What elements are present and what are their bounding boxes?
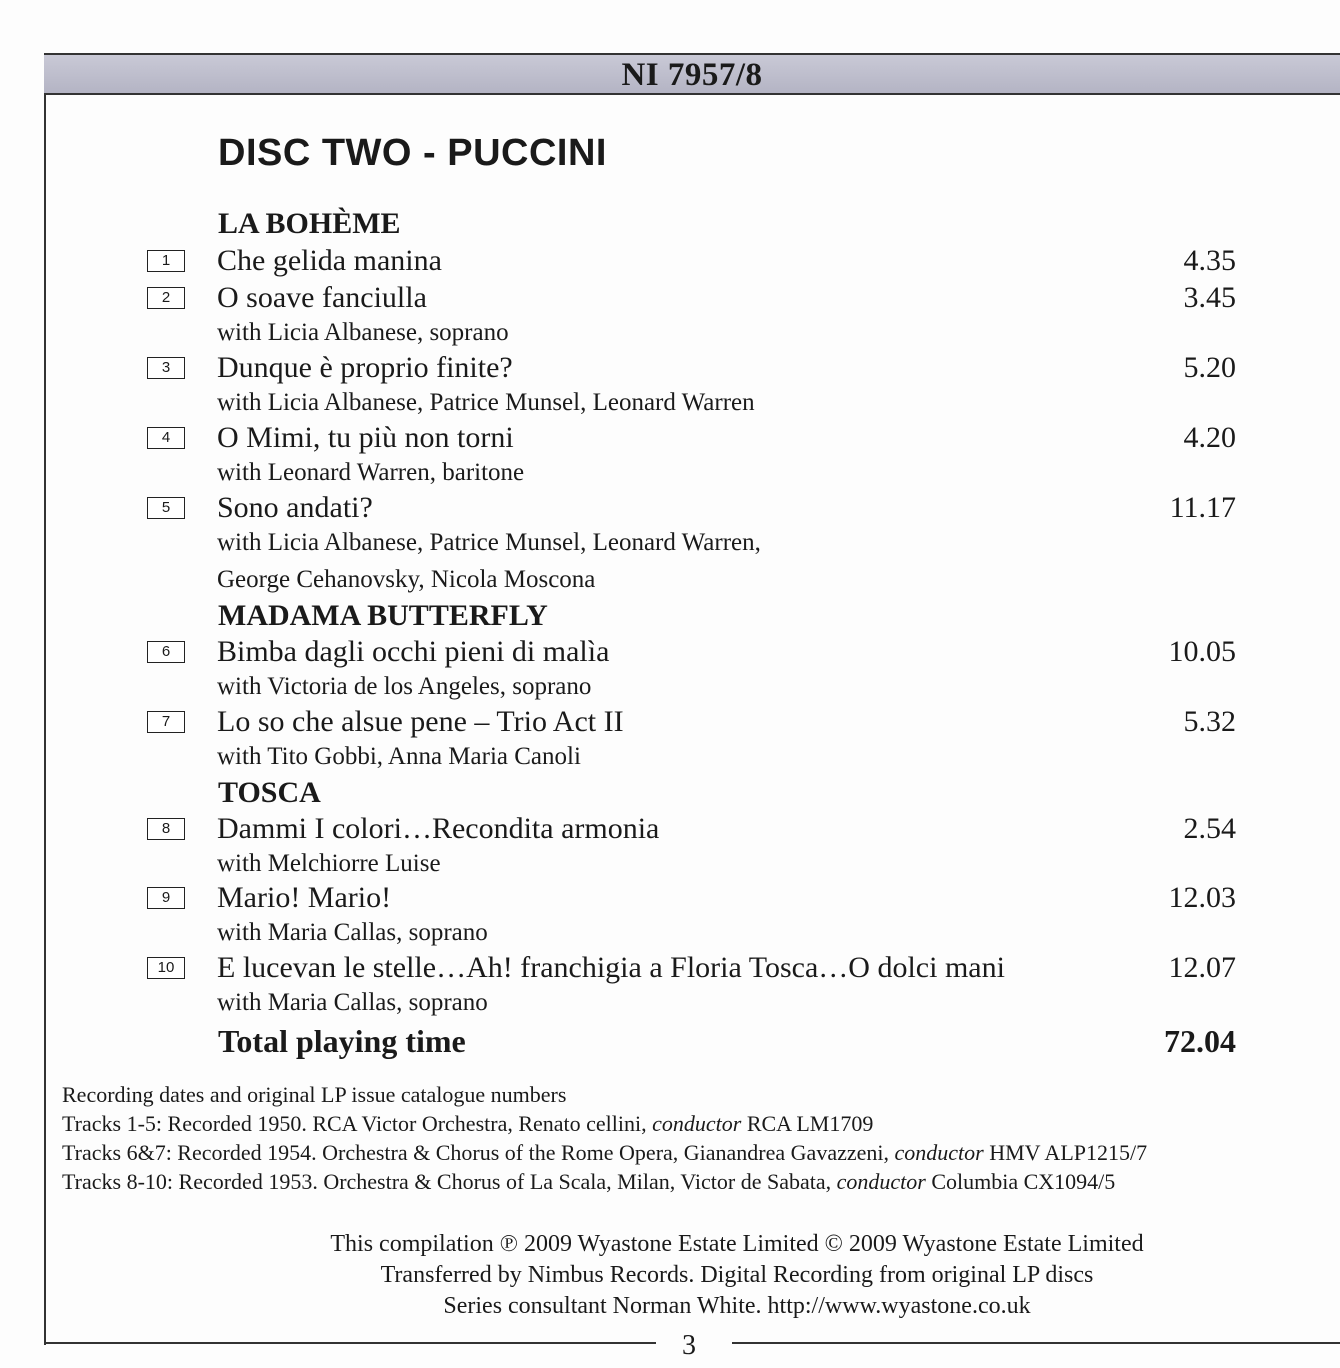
- track-performers: with Licia Albanese, soprano: [217, 319, 509, 346]
- total-playing-time-label: Total playing time: [218, 1023, 466, 1059]
- track-title: E lucevan le stelle…Ah! franchigia a Floria Tosca…O dolci mani: [217, 951, 1005, 984]
- track-number-box: 3: [147, 357, 185, 379]
- track-duration: 12.03: [1168, 881, 1236, 914]
- track-performers: with Maria Callas, soprano: [217, 989, 488, 1016]
- track-number-box: 10: [147, 957, 185, 979]
- track-performers: with Licia Albanese, Patrice Munsel, Leonard Warren,: [217, 529, 761, 556]
- track-title: Dammi I colori…Recondita armonia: [217, 812, 660, 845]
- total-playing-time-value: 72.04: [1164, 1023, 1236, 1059]
- track-performers: with Victoria de los Angeles, soprano: [217, 673, 592, 700]
- track-number-box: 8: [147, 818, 185, 840]
- track-title: O soave fanciulla: [217, 281, 427, 314]
- track-number-box: 2: [147, 287, 185, 309]
- track-performers: with Melchiorre Luise: [217, 850, 441, 877]
- credit-line-copyright: This compilation ℗ 2009 Wyastone Estate Limited © 2009 Wyastone Estate Limited: [330, 1231, 1144, 1257]
- track-title: O Mimi, tu più non torni: [217, 421, 514, 454]
- track-duration: 5.20: [1183, 351, 1236, 384]
- disc-title: DISC TWO - PUCCINI: [218, 132, 607, 174]
- frame-border-left: [44, 53, 46, 1345]
- track-duration: 4.35: [1183, 244, 1236, 277]
- recording-note-role: conductor: [894, 1140, 984, 1165]
- track-performers: with Tito Gobbi, Anna Maria Canoli: [217, 743, 581, 770]
- opera-heading-madama-butterfly: MADAMA BUTTERFLY: [218, 599, 548, 632]
- track-duration: 5.32: [1183, 705, 1236, 738]
- recording-note-text: Tracks 6&7: Recorded 1954. Orchestra & Chorus of the Rome Opera, Gianandrea Gavazzeni,: [62, 1140, 889, 1165]
- track-title: Dunque è proprio finite?: [217, 351, 513, 384]
- catalogue-number: NI 7957/8: [621, 57, 763, 93]
- track-duration: 11.17: [1169, 491, 1236, 524]
- opera-heading-la-boheme: LA BOHÈME: [218, 207, 401, 240]
- page-number: 3: [682, 1330, 696, 1361]
- recording-note-line: [62, 1169, 1115, 1195]
- recording-note-role: conductor: [652, 1111, 742, 1136]
- recording-note-role: conductor: [836, 1169, 926, 1194]
- track-number-box: 1: [147, 250, 185, 272]
- recording-note-catalogue: Columbia CX1094/5: [931, 1169, 1116, 1194]
- track-title: Mario! Mario!: [217, 881, 392, 914]
- recording-note-catalogue: RCA LM1709: [746, 1111, 874, 1136]
- track-duration: 3.45: [1183, 281, 1236, 314]
- recording-note-line: [62, 1140, 1147, 1166]
- bottom-rule-right: [732, 1342, 1340, 1344]
- track-performers: with Leonard Warren, baritone: [217, 459, 525, 486]
- recording-note-text: Tracks 1-5: Recorded 1950. RCA Victor Orchestra, Renato cellini,: [62, 1111, 647, 1136]
- recording-note-catalogue: HMV ALP1215/7: [989, 1140, 1148, 1165]
- track-number-box: 9: [147, 887, 185, 909]
- recording-note-text: Tracks 8-10: Recorded 1953. Orchestra & Chorus of La Scala, Milan, Victor de Sabata,: [62, 1169, 832, 1194]
- credit-line-transfer: Transferred by Nimbus Records. Digital Recording from original LP discs: [380, 1262, 1094, 1288]
- track-number-box: 6: [147, 641, 185, 663]
- bottom-rule-left: [44, 1342, 656, 1344]
- credit-line-consultant: Series consultant Norman White. http://www.wyastone.co.uk: [443, 1293, 1031, 1319]
- track-duration: 2.54: [1183, 812, 1236, 845]
- track-duration: 4.20: [1183, 421, 1236, 454]
- track-duration: 12.07: [1168, 951, 1236, 984]
- opera-heading-tosca: TOSCA: [218, 776, 321, 809]
- track-performers: with Maria Callas, soprano: [217, 919, 488, 946]
- track-number-box: 4: [147, 427, 185, 449]
- track-title: Bimba dagli occhi pieni di malìa: [217, 635, 610, 668]
- track-performers-continued: George Cehanovsky, Nicola Moscona: [217, 566, 596, 593]
- track-title: Sono andati?: [217, 491, 373, 524]
- track-duration: 10.05: [1168, 635, 1236, 668]
- track-performers: with Licia Albanese, Patrice Munsel, Leonard Warren: [217, 389, 755, 416]
- track-title: Lo so che alsue pene – Trio Act II: [217, 705, 624, 738]
- recording-notes-heading: Recording dates and original LP issue catalogue numbers: [62, 1082, 567, 1107]
- track-title: Che gelida manina: [217, 244, 442, 277]
- track-number-box: 7: [147, 711, 185, 733]
- track-number-box: 5: [147, 497, 185, 519]
- recording-note-line: [62, 1111, 873, 1137]
- catalogue-header-bar: [44, 53, 1340, 95]
